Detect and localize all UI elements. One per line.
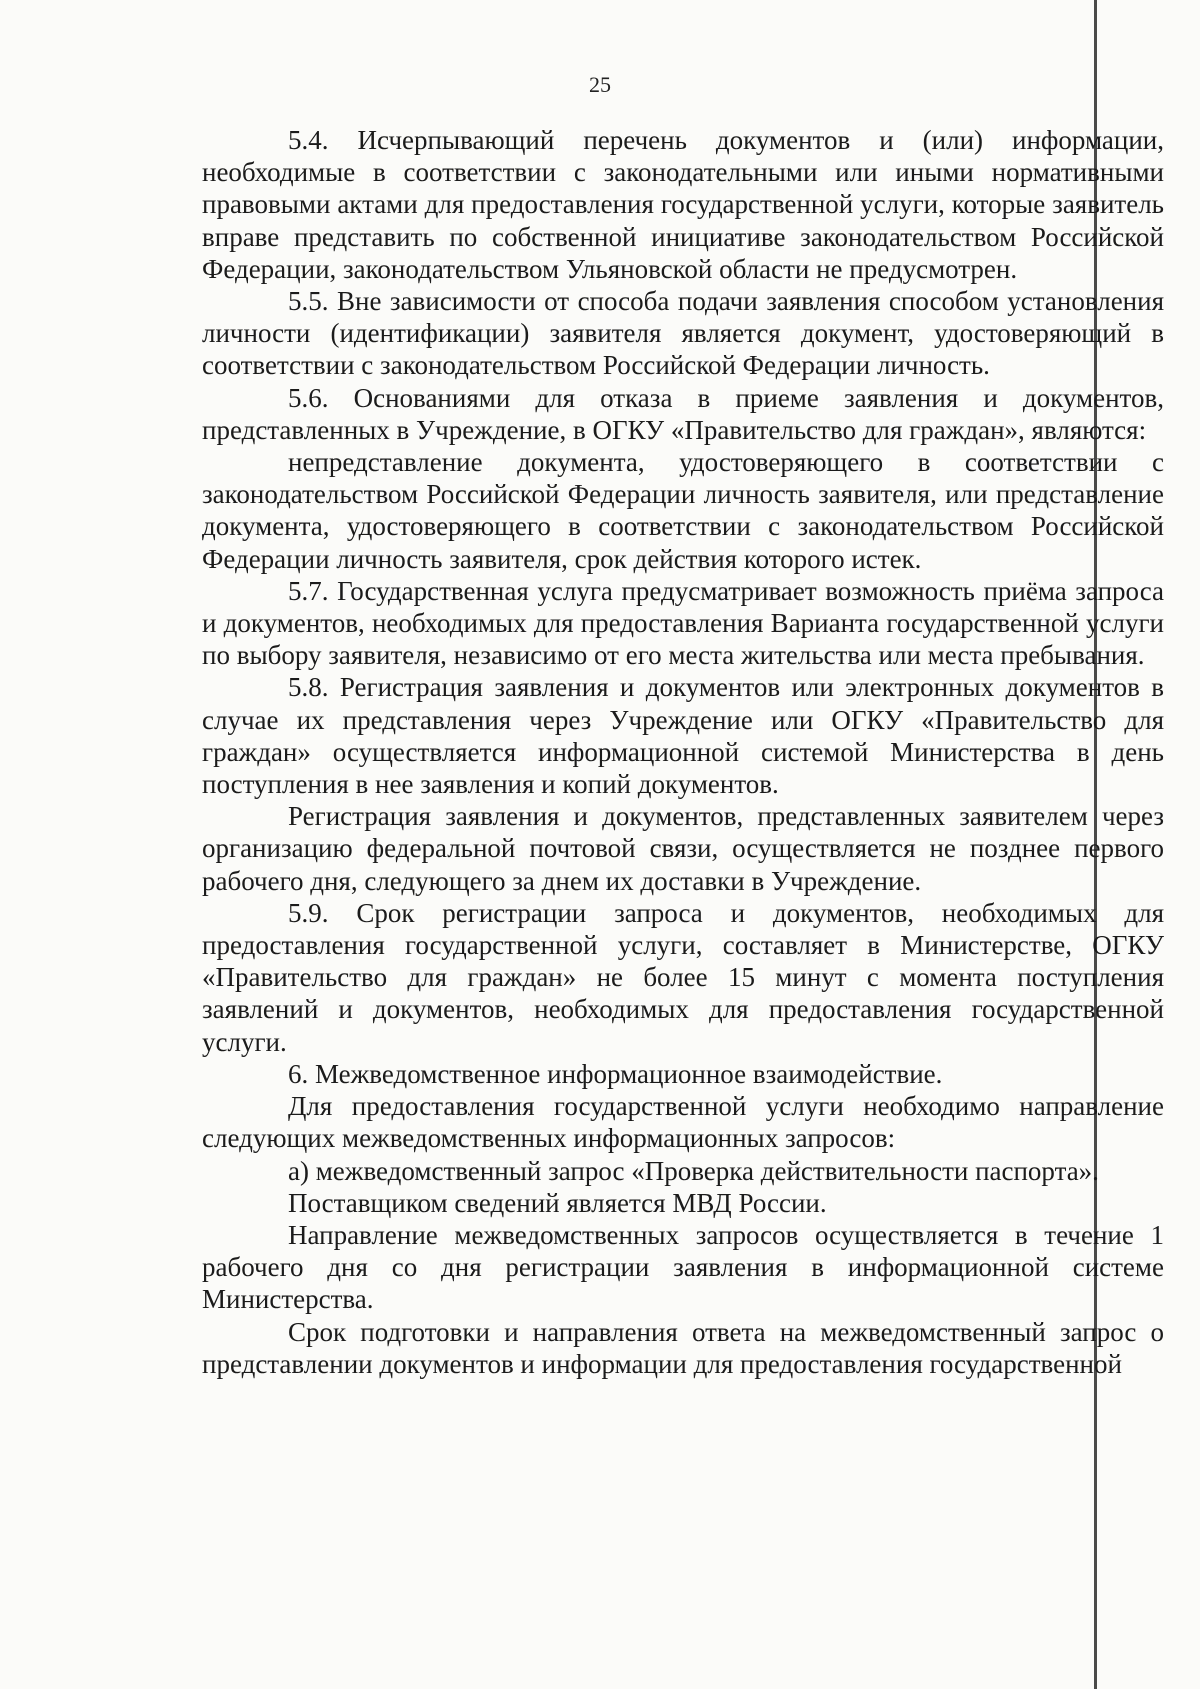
paragraph-5-6: 5.6. Основаниями для отказа в приеме заявления и документов, представленных в Учреждение, в ОГКУ «Правительство для граждан», являются: <box>202 382 1164 445</box>
paragraph-5-7: 5.7. Государственная услуга предусматривает возможность приёма запроса и документов, необходимых для предоставления Варианта государственной услуги по выбору заявителя, независимо от его места жительства или места пребывания. <box>202 575 1164 671</box>
paragraph-6-provider: Поставщиком сведений является МВД России. <box>288 1187 827 1218</box>
paragraph-5-8-postal: Регистрация заявления и документов, представленных заявителем через организацию федеральной почтовой связи, осуществляется не позднее первого рабочего дня, следующего за днем их доставки в Учреждение. <box>202 801 1164 896</box>
paragraph-6-timing: Направление межведомственных запросов осуществляется в течение 1 рабочего дня со дня регистрации заявления в информационной системе Министерства. <box>202 1219 1164 1315</box>
paragraph-5-8: 5.8. Регистрация заявления и документов или электронных документов в случае их представления через Учреждение или ОГКУ «Правительство для граждан» осуществляется информационной системой Министерства в день поступления в нее заявления и копий документов. <box>202 672 1164 800</box>
section-6-heading: 6. Межведомственное информационное взаимодействие. <box>288 1058 943 1089</box>
paragraph-5-5: 5.5. Вне зависимости от способа подачи заявления способом установления личности (идентификации) заявителя является документ, удостоверяющий в соответствии с законодательством Российской Федерации личность. <box>202 286 1164 381</box>
paragraph-5-6-item: непредставление документа, удостоверяющего в соответствии с законодательством Российской Федерации личность заявителя, или представление документа, удостоверяющего в соответствии с законодательством Российской Федерации личность заявителя, срок действия которого истек. <box>202 447 1164 574</box>
document-body <box>202 124 1164 1380</box>
page-number: 25 <box>589 72 611 97</box>
paragraph-5-4: 5.4. Исчерпывающий перечень документов и (или) информации, необходимые в соответствии с законодательными или иными нормативными правовыми актами для предоставления государственной услуги, которые заявитель вправе представить по собственной инициативе законодательством Российской Федерации, законодательством Ульяновской области не предусмотрен. <box>202 125 1164 284</box>
paragraph-6-response: Срок подготовки и направления ответа на межведомственный запрос о представлении документов и информации для предоставления государственной <box>202 1316 1164 1379</box>
paragraph-6-a: а) межведомственный запрос «Проверка действительности паспорта». <box>288 1155 1099 1186</box>
paragraph-6-intro: Для предоставления государственной услуги необходимо направление следующих межведомственных информационных запросов: <box>202 1091 1164 1154</box>
paragraph-5-9: 5.9. Срок регистрации запроса и документов, необходимых для предоставления государственной услуги, составляет в Министерстве, ОГКУ «Правительство для граждан» не более 15 минут с момента поступления заявлений и документов, необходимых для предоставления государственной услуги. <box>202 897 1164 1057</box>
